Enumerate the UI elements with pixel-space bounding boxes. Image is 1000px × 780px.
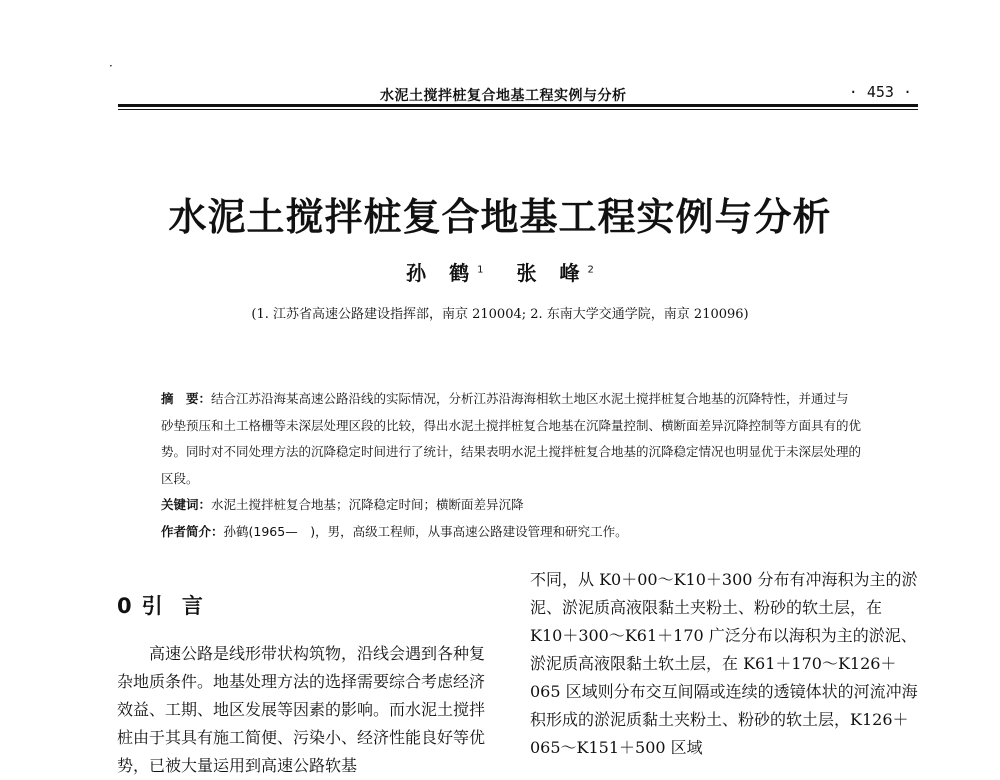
paper-title: 水泥土搅拌桩复合地基工程实例与分析 (168, 194, 832, 239)
affiliations: (1. 江苏省高速公路建设指挥部，南京 210004; 2. 东南大学交通学院，南京 210096) (251, 307, 749, 322)
header-rule-thick (118, 104, 918, 107)
author-1-mark: 1 (477, 264, 484, 276)
keywords-text: 水泥土搅拌桩复合地基；沉降稳定时间；横断面差异沉降 (211, 497, 524, 512)
keywords-label: 关键词： (161, 497, 212, 512)
author-list (0, 257, 1000, 286)
author-intro-label: 作者简介： (161, 523, 224, 539)
margin-dot: · (109, 59, 113, 73)
abstract (161, 386, 861, 492)
section-number: 0 (117, 594, 132, 618)
right-column (530, 566, 918, 762)
abstract-block (161, 386, 861, 545)
geology-paragraph: 不同，从 K0＋00～K10＋300 分布有冲海积为主的淤泥、淤泥质高液限黏土夹粉土、粉砂的软土层，在 K10＋300～K61＋170 广泛分布以海积为主的淤泥、淤泥质高液限黏土软土层，在 K61＋170～K126＋065 区域则分布交互间隔或连续的透镜体状的河流冲海积形成的淤泥质黏土夹粉土、粉砂的软土层，K126＋065～K151＋500 区域 (530, 570, 918, 757)
abstract-label: 摘 要： (161, 391, 212, 406)
header-rule-thin (118, 109, 918, 110)
running-header-title: 水泥土搅拌桩复合地基工程实例与分析 (380, 88, 627, 104)
running-header (118, 82, 918, 102)
author-intro (161, 519, 861, 546)
author-2 (516, 257, 593, 286)
section-title: 引 言 (141, 594, 209, 618)
page-number: · 453 · (848, 83, 912, 101)
left-column (117, 586, 499, 780)
author-1 (406, 257, 483, 286)
author-2-name: 张 峰 (516, 261, 588, 285)
author-2-mark: 2 (587, 264, 594, 276)
author-intro-text: 孙鹤(1965— )，男，高级工程师，从事高速公路建设管理和研究工作。 (223, 523, 628, 539)
abstract-text: 结合江苏沿海某高速公路沿线的实际情况，分析江苏沿海海相软土地区水泥土搅拌桩复合地基的沉降特性，并通过与砂垫预压和土工格栅等未深层处理区段的比较，得出水泥土搅拌桩复合地基在沉降量控制、横断面差异沉降控制等方面具有的优势。同时对不同处理方法的沉降稳定时间进行了统计，结果表明水泥土搅拌桩复合地基的沉降稳定情况也明显优于未深层处理的区段。 (161, 391, 862, 486)
section-heading (117, 586, 499, 626)
keywords (161, 492, 861, 519)
intro-paragraph: 高速公路是线形带状构筑物，沿线会遇到各种复杂地质条件。地基处理方法的选择需要综合考虑经济效益、工期、地区发展等因素的影响。而水泥土搅拌桩由于其具有施工简便、污染小、经济性能良好等优势，已被大量运用到高速公路软基 (117, 644, 486, 775)
author-1-name: 孙 鹤 (406, 261, 478, 285)
